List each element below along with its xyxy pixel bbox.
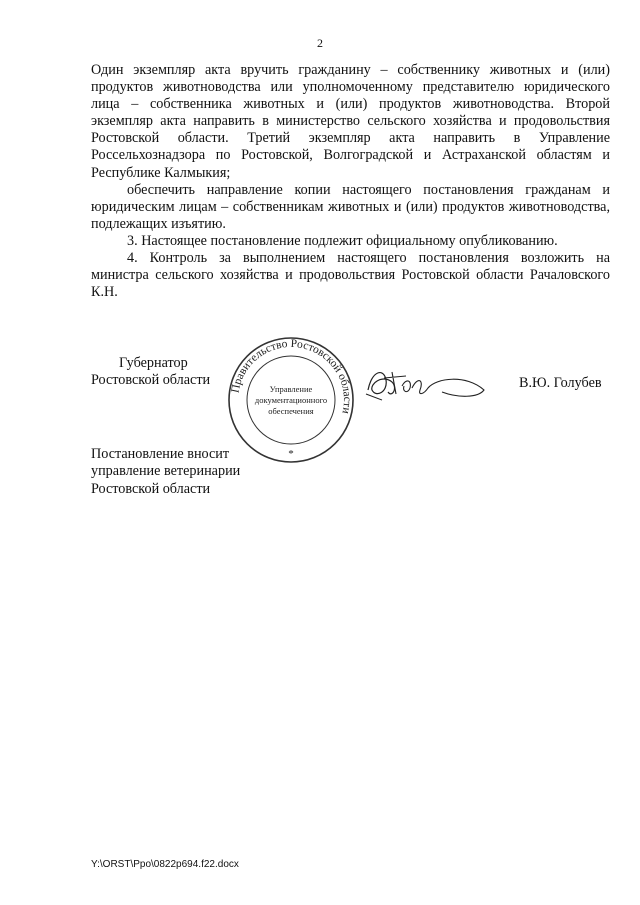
handwritten-signature [362, 360, 492, 410]
file-path-footer: Y:\ORST\Ppo\0822p694.f22.docx [91, 859, 239, 870]
submitter-block [91, 446, 291, 498]
signatory-title-line1: Губернатор [119, 355, 188, 371]
signatory-title [91, 355, 231, 390]
paragraph-control: 4. Контроль за выполнением настоящего постановления возложить на министра сельского хозяйства и продовольствия Ростовской области Рачаловского К.Н. [91, 250, 610, 301]
document-body [91, 62, 610, 301]
page-number: 2 [317, 36, 323, 50]
paragraph-send-copies: обеспечить направление копии настоящего постановления гражданам и юридическим лицам – собственникам животных и (или) продуктов животноводства, подлежащих изъятию. [91, 181, 610, 232]
seal-inner-line2: документационного [254, 395, 328, 405]
seal-inner-line3: обеспечения [268, 406, 314, 416]
paragraph-act-copies: Один экземпляр акта вручить гражданину – собственнику животных и (или) продуктов животноводства или уполномоченному представителю юридического лица – собственника животных и (или) продуктов животноводства. Второй экземпляр акта направить в министерство сельского хозяйства и продовольствия Ростовской области. Третий экземпляр акта направить в Управление Россельхознадзора по Ростовской, Волгоградской и Астраханской областям и Республике Калмыкия; [91, 62, 610, 181]
submitter-line2: управление ветеринарии [91, 463, 241, 480]
signatory-name: В.Ю. Голубев [519, 375, 602, 391]
submitter-line1: Постановление вносит [91, 446, 230, 462]
seal-inner-line1: Управление [269, 384, 313, 394]
submitter-line3: Ростовской области [91, 480, 211, 497]
seal-star: * [288, 448, 294, 460]
signatory-title-line2: Ростовской области [91, 372, 211, 389]
seal-outer-text: Правительство Ростовской области [229, 337, 354, 415]
paragraph-publication: 3. Настоящее постановление подлежит официальному опубликованию. [127, 232, 558, 249]
